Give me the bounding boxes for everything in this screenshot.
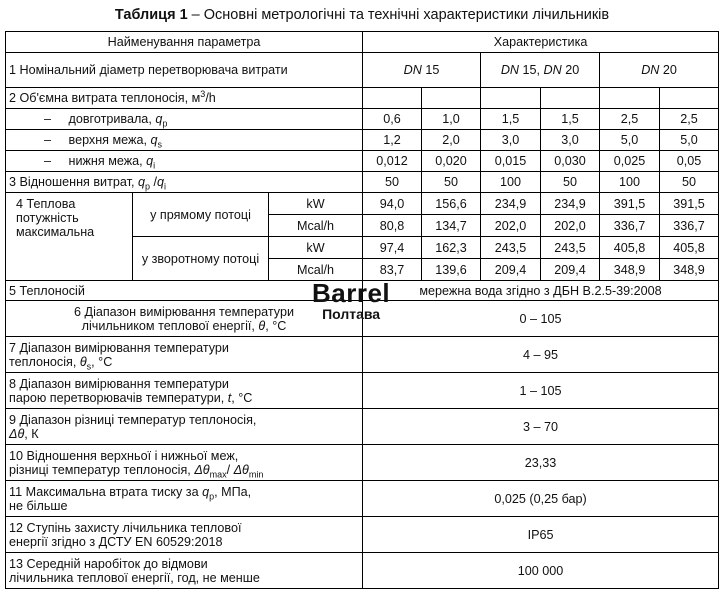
cell: 1,0 — [422, 109, 481, 130]
row-12 — [6, 517, 719, 553]
cell: 94,0 — [363, 193, 422, 215]
row-8-label: 8 Діапазон вимірювання температури парою перетворювачів температури, t, °С — [6, 373, 363, 409]
cell: 405,8 — [600, 237, 660, 259]
row-2a-label: – довготривала, $q_p$ — [6, 109, 363, 130]
row-3 — [6, 172, 719, 193]
row-11-label: 11 Максимальна втрата тиску за $q_p$, МПа, не більше — [6, 481, 363, 517]
unit-mcal: Mcal/h — [269, 259, 363, 281]
unit-kw: kW — [269, 193, 363, 215]
cell: 139,6 — [422, 259, 481, 281]
cell: 97,4 — [363, 237, 422, 259]
row-7 — [6, 337, 719, 373]
cell: 134,7 — [422, 215, 481, 237]
row-1-dn15: DN 15 — [363, 53, 481, 88]
cell: 348,9 — [600, 259, 660, 281]
row-8-value: 1 – 105 — [363, 373, 719, 409]
header-row — [6, 32, 719, 53]
row-2-label: 2 Об'ємна витрата теплоносія, $м^3/h$ — [6, 88, 363, 109]
cell: 1,2 — [363, 130, 422, 151]
table-caption — [0, 6, 724, 24]
row-4-reverse: у зворотному потоці — [133, 237, 269, 281]
cell: 336,7 — [600, 215, 660, 237]
row-13 — [6, 553, 719, 589]
cell: 0,012 — [363, 151, 422, 172]
cell: 3,0 — [481, 130, 541, 151]
cell: 0,030 — [541, 151, 600, 172]
row-13-value: 100 000 — [363, 553, 719, 589]
row-2b-label: – верхня межа, $q_s$ — [6, 130, 363, 151]
cell: 80,8 — [363, 215, 422, 237]
row-2c-label: – нижня межа, $q_i$ — [6, 151, 363, 172]
row-5-value: мережна вода згідно з ДБН В.2.5-39:2008 — [363, 281, 719, 301]
cell: 50 — [363, 172, 422, 193]
watermark-name: Barrel — [312, 278, 391, 308]
row-12-label: 12 Ступінь захисту лічильника теплової енергії згідно з ДСТУ EN 60529:2018 — [6, 517, 363, 553]
cell: 50 — [660, 172, 719, 193]
cell: 1,5 — [481, 109, 541, 130]
row-9-value: 3 – 70 — [363, 409, 719, 445]
cell: 0,025 — [600, 151, 660, 172]
row-6 — [6, 301, 719, 337]
cell: 0,020 — [422, 151, 481, 172]
table-number: Таблиця 1 — [114, 7, 188, 23]
cell: 348,9 — [660, 259, 719, 281]
cell: 391,5 — [660, 193, 719, 215]
row-2a — [6, 109, 719, 130]
row-5 — [6, 281, 719, 301]
cell: 100 — [600, 172, 660, 193]
cell: 3,0 — [541, 130, 600, 151]
cell: 234,9 — [481, 193, 541, 215]
row-1-dn20: DN 20 — [600, 53, 719, 88]
row-11-value: 0,025 (0,25 бар) — [363, 481, 719, 517]
row-10-value: 23,33 — [363, 445, 719, 481]
cell: 50 — [541, 172, 600, 193]
characteristics-table — [5, 31, 719, 589]
cell: 336,7 — [660, 215, 719, 237]
cell: 209,4 — [541, 259, 600, 281]
watermark-city: Полтава — [322, 306, 381, 322]
row-5-label: 5 Теплоносій — [6, 281, 363, 301]
cell: 243,5 — [481, 237, 541, 259]
row-9 — [6, 409, 719, 445]
row-10-label: 10 Відношення верхньої і нижньої меж, різниці температур теплоносія, $\Delta\theta_{max}/$ $\Delta\theta_{min}$ — [6, 445, 363, 481]
row-3-label: 3 Відношення витрат, $q_p$ $/q_i$ — [6, 172, 363, 193]
cell: 162,3 — [422, 237, 481, 259]
row-11 — [6, 481, 719, 517]
row-2b — [6, 130, 719, 151]
row-8 — [6, 373, 719, 409]
unit-kw: kW — [269, 237, 363, 259]
cell: 5,0 — [600, 130, 660, 151]
row-10 — [6, 445, 719, 481]
row-12-value: IP65 — [363, 517, 719, 553]
row-7-value: 4 – 95 — [363, 337, 719, 373]
cell: 0,6 — [363, 109, 422, 130]
cell: 202,0 — [481, 215, 541, 237]
row-4-direct-kw — [6, 193, 719, 215]
cell: 50 — [422, 172, 481, 193]
cell: 2,5 — [660, 109, 719, 130]
cell: 209,4 — [481, 259, 541, 281]
cell: 234,9 — [541, 193, 600, 215]
row-1-dn15-20: DN 15, DN 20 — [481, 53, 600, 88]
cell: 0,05 — [660, 151, 719, 172]
cell: 202,0 — [541, 215, 600, 237]
cell: 391,5 — [600, 193, 660, 215]
unit-mcal: Mcal/h — [269, 215, 363, 237]
row-2c — [6, 151, 719, 172]
row-6-value: 0 – 105 — [363, 301, 719, 337]
header-char: Характеристика — [363, 32, 719, 53]
row-4-label: 4 Теплова потужність максимальна — [6, 193, 133, 281]
row-7-label: 7 Діапазон вимірювання температури теплоносія, $\theta_s$, °С — [6, 337, 363, 373]
cell: 2,0 — [422, 130, 481, 151]
cell: 83,7 — [363, 259, 422, 281]
cell: 243,5 — [541, 237, 600, 259]
header-param: Найменування параметра — [6, 32, 363, 53]
row-1 — [6, 53, 719, 88]
cell: 405,8 — [660, 237, 719, 259]
cell: 1,5 — [541, 109, 600, 130]
cell: 156,6 — [422, 193, 481, 215]
cell: 5,0 — [660, 130, 719, 151]
row-4-direct: у прямому потоці — [133, 193, 269, 237]
cell: 2,5 — [600, 109, 660, 130]
row-1-label: 1 Номінальний діаметр перетворювача витрати — [6, 53, 363, 88]
row-2 — [6, 88, 719, 109]
cell: 100 — [481, 172, 541, 193]
row-9-label: 9 Діапазон різниці температур теплоносія, Δθ, К — [6, 409, 363, 445]
table-caption-text: – Основні метрологічні та технічні характеристики лічильників — [187, 7, 610, 23]
cell: 0,015 — [481, 151, 541, 172]
row-6-label: 6 Діапазон вимірювання температури лічильником теплової енергії, θ, °С — [6, 301, 363, 337]
row-13-label: 13 Середній наробіток до відмови лічильника теплової енергії, год, не менше — [6, 553, 363, 589]
